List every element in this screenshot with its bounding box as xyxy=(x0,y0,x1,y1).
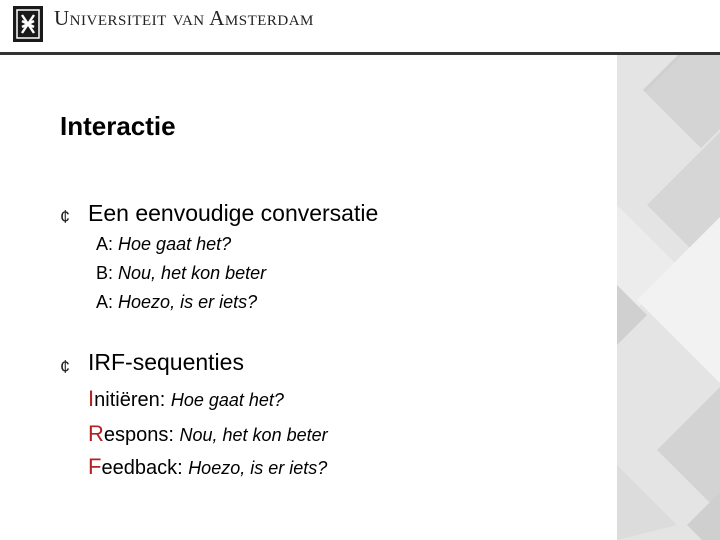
university-name: Universiteit van Amsterdam xyxy=(54,6,314,30)
conversation-line xyxy=(96,234,231,255)
irf-term: espons: xyxy=(103,424,174,446)
header xyxy=(0,0,720,54)
irf-term: eedback: xyxy=(101,457,183,479)
decorative-pattern xyxy=(617,55,720,540)
irf-initial: R xyxy=(88,421,104,446)
bullet-text: Een eenvoudige conversatie xyxy=(88,200,379,226)
irf-term: nitiëren: xyxy=(94,389,166,411)
header-divider xyxy=(0,52,720,55)
utterance: Hoezo, is er iets? xyxy=(188,458,328,478)
irf-line xyxy=(88,421,328,447)
conversation-line xyxy=(96,292,257,313)
utterance: Nou, het kon beter xyxy=(118,263,267,283)
utterance: Hoe gaat het? xyxy=(170,390,284,410)
speaker-label: A: xyxy=(96,234,114,254)
irf-initial: I xyxy=(88,386,95,411)
irf-line xyxy=(88,454,327,480)
irf-initial: F xyxy=(88,454,102,479)
utterance: Hoezo, is er iets? xyxy=(118,292,258,312)
irf-line xyxy=(88,386,284,412)
uva-crest-icon xyxy=(13,6,43,42)
bullet-icon: ¢ xyxy=(60,357,71,377)
speaker-label: B: xyxy=(96,263,114,283)
conversation-line xyxy=(96,263,266,284)
slide-title: Interactie xyxy=(60,111,176,141)
bullet-text: IRF-sequenties xyxy=(88,349,244,375)
bullet-icon: ¢ xyxy=(60,207,71,227)
utterance: Hoe gaat het? xyxy=(118,234,232,254)
utterance: Nou, het kon beter xyxy=(179,425,328,445)
speaker-label: A: xyxy=(96,292,114,312)
